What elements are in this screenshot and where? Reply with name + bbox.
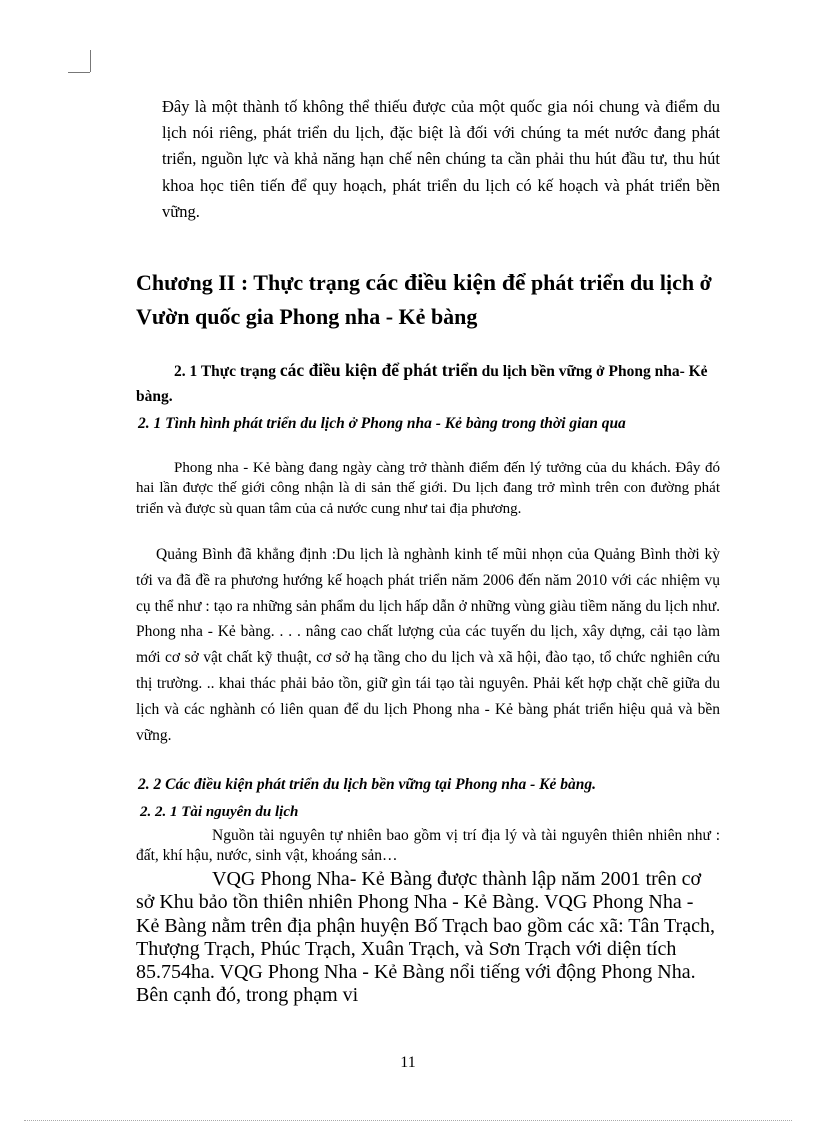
chapter-title-part-1: Chương II : Thực trạng — [136, 270, 366, 295]
crop-mark-vertical — [90, 50, 91, 72]
paragraph-quang-binh: Quảng Bình đã khẳng định :Du lịch là nghành kinh tế mũi nhọn của Quảng Bình thời kỳ tới va đã đề ra phương hướng kế hoạch phát triển năm 2006 đến năm 2010 với các nhiệm vụ cụ thể như : tạo ra những sản phẩm du lịch hấp dẫn ở những vùng giàu tiềm năng du lịch như. Phong nha - Kẻ bàng. . . . nâng cao chất lượng của các tuyến du lịch, xây dựng, cải tạo làm mới cơ sở vật chất kỹ thuật, cơ sở hạ tầng cho du lịch và xã hội, đào tạo, tổ chức nghiên cứu thị trường. .. khai thác phải bảo tồn, giữ gìn tái tạo tài nguyên. Phải kết hợp chặt chẽ giữa du lịch và các nghành có liên quan để du lịch Phong nha - Kẻ bàng phát triển hiệu quả và bền vững. — [136, 546, 720, 744]
page-bottom-border — [24, 1120, 792, 1121]
intro-paragraph: Đây là một thành tố không thể thiếu được của một quốc gia nói chung và điểm du lịch nói riêng, phát triển du lịch, đặc biệt là đối với chúng ta mét nước đang phát triển, nguồn lực và khả năng hạn chế nên chúng ta cần phải thu hút đầu tư, thu hút khoa học tiên tiến để quy hoạch, phát triển du lịch có kế hoạch và phát triển bền vững. — [162, 97, 720, 221]
page-number: 11 — [400, 1054, 416, 1071]
section-heading-part-1: 2. 1 Thực trạng — [174, 363, 280, 380]
chapter-title-part-3: phát triển du lịch ở Vườn quốc gia Phong nha - Kẻ bàng — [136, 270, 712, 329]
section-heading-part-3: du lịch bền vững ở Phong nha- Kẻ bàng. — [136, 363, 708, 405]
section-heading-part-2: các điều kiện để phát triển — [279, 360, 478, 380]
subheading-2-2: 2. 2 Các điều kiện phát triển du lịch bền vững tại Phong nha - Kẻ bàng. — [138, 776, 596, 793]
chapter-title-part-2: các điều kiện để — [365, 270, 526, 296]
paragraph-natural-resources: Nguồn tài nguyên tự nhiên bao gồm vị trí địa lý và tài nguyên thiên nhiên như : đất, khí hậu, nước, sinh vật, khoáng sản… — [136, 827, 720, 864]
paragraph-vqg: VQG Phong Nha- Kẻ Bàng được thành lập năm 2001 trên cơ sở Khu bảo tồn thiên nhiên Phong Nha - Kẻ Bàng. VQG Phong Nha - Kẻ Bàng nằm trên địa phận huyện Bố Trạch bao gồm các xã: Tân Trạch, Thượng Trạch, Phúc Trạch, Xuân Trạch, và Sơn Trạch với diện tích 85.754ha. VQG Phong Nha - Kẻ Bàng nổi tiếng với động Phong Nha. Bên cạnh đó, trong phạm vi — [136, 868, 715, 1007]
crop-mark-horizontal — [68, 72, 90, 73]
chapter-title — [136, 266, 726, 334]
subheading-2-1: 2. 1 Tình hình phát triển du lịch ở Phong nha - Kẻ bàng trong thời gian qua — [138, 415, 626, 432]
section-heading — [136, 358, 724, 409]
paragraph-phong-nha: Phong nha - Kẻ bàng đang ngày càng trở thành điểm đến lý tưởng của du khách. Đây đó hai lần được thế giới công nhận là di sản thế giới. Du lịch đang trở mình trên con đường phát triển và được sù quan tâm của cả nước cung như tai địa phương. — [136, 460, 720, 517]
subheading-2-2-1: 2. 2. 1 Tài nguyên du lịch — [140, 804, 299, 820]
